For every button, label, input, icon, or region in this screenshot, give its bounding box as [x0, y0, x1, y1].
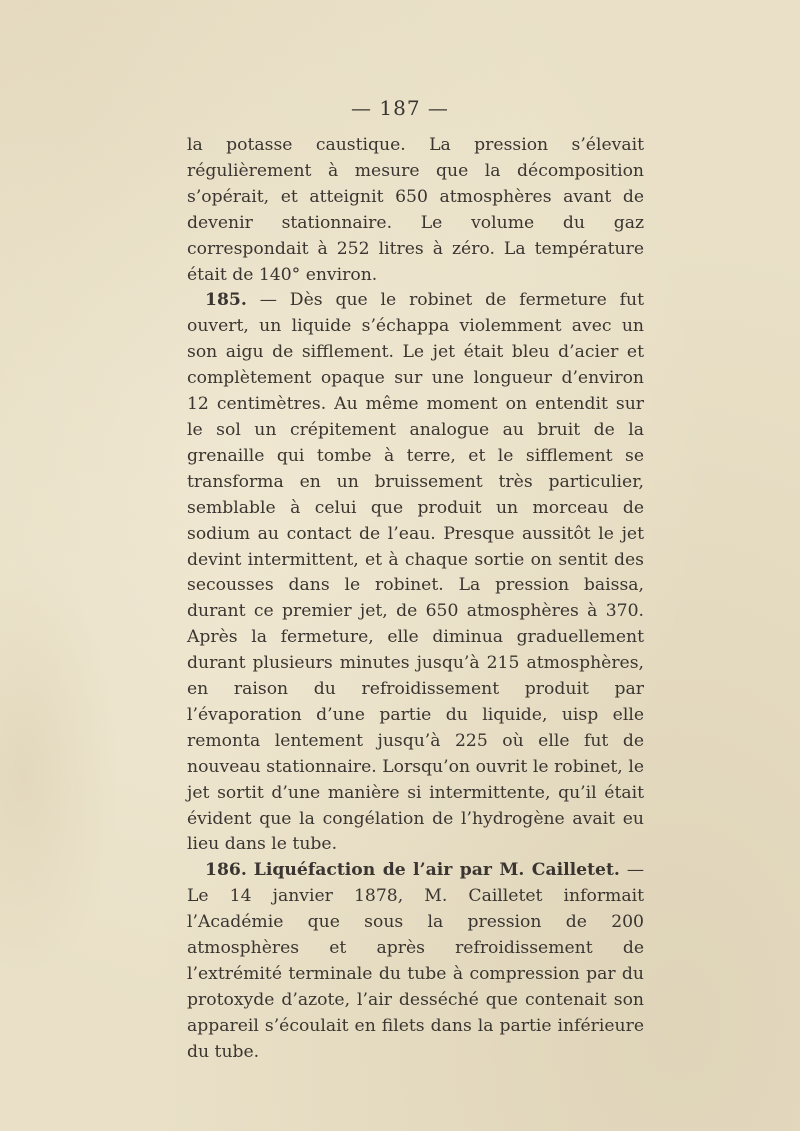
paragraph-text: — Dès que le robinet de fermeture fut ouvert, un liquide s’échappa violemment avec un son aigu de sifflement. Le jet était bleu d’acier et complètement opaque sur une longueur d’environ 12 centimètres. Au même moment on entendit sur le sol un crépitement analogue au bruit de la grenaille qui tombe à terre, et le sifflement se transforma en un bruissement très particulier, semblable à celui que produit un morceau de sodium au contact de l’eau. Presque aussitôt le jet devint intermittent, et à chaque sortie on sentit des secousses dans le robinet. La pression baissa, durant ce premier jet, de 650 atmosphères à 370. Après la fermeture, elle diminua graduellement durant plusieurs minutes jusqu’à 215 atmosphères, en raison du refroidissement produit par l’évaporation d’une partie du liquide, uisp elle remonta lentement jusqu’à 225 où elle fut de nouveau stationnaire. Lorsqu’on ouvrit le robinet, le jet sortit d’une manière si intermittente, qu’il était évident que la congélation de l’hydrogène avait eu lieu dans le tube.: [187, 290, 645, 855]
body-text: [187, 133, 644, 1066]
paragraph-text: — Le 14 janvier 1878, M. Cailletet informait l’Académie que sous la pression de 200 atmosphères et après refroidissement de l’extrémité terminale du tube à compression par du protoxyde d’azote, l’air desséché que contenait son appareil s’écoulait en filets dans la partie inférieure du tube.: [187, 860, 644, 1062]
page-number: — 187 —: [351, 96, 449, 120]
section-number: 185.: [205, 290, 247, 311]
section-heading: Liquéfaction de l’air par M. Cailletet.: [253, 860, 620, 881]
paragraph-185: [187, 288, 644, 858]
paper-stain: [0, 560, 120, 980]
paragraph-text: la potasse caustique. La pression s’élevait régulièrement à mesure que la décomposition s’opérait, et atteignit 650 atmosphères avant de devenir stationnaire. Le volume du gaz correspondait à 252 litres à zéro. La température était de 140° environ.: [187, 135, 644, 285]
paragraph-continuation: [187, 133, 644, 288]
section-number: 186.: [205, 860, 247, 881]
paragraph-186: [187, 858, 644, 1065]
